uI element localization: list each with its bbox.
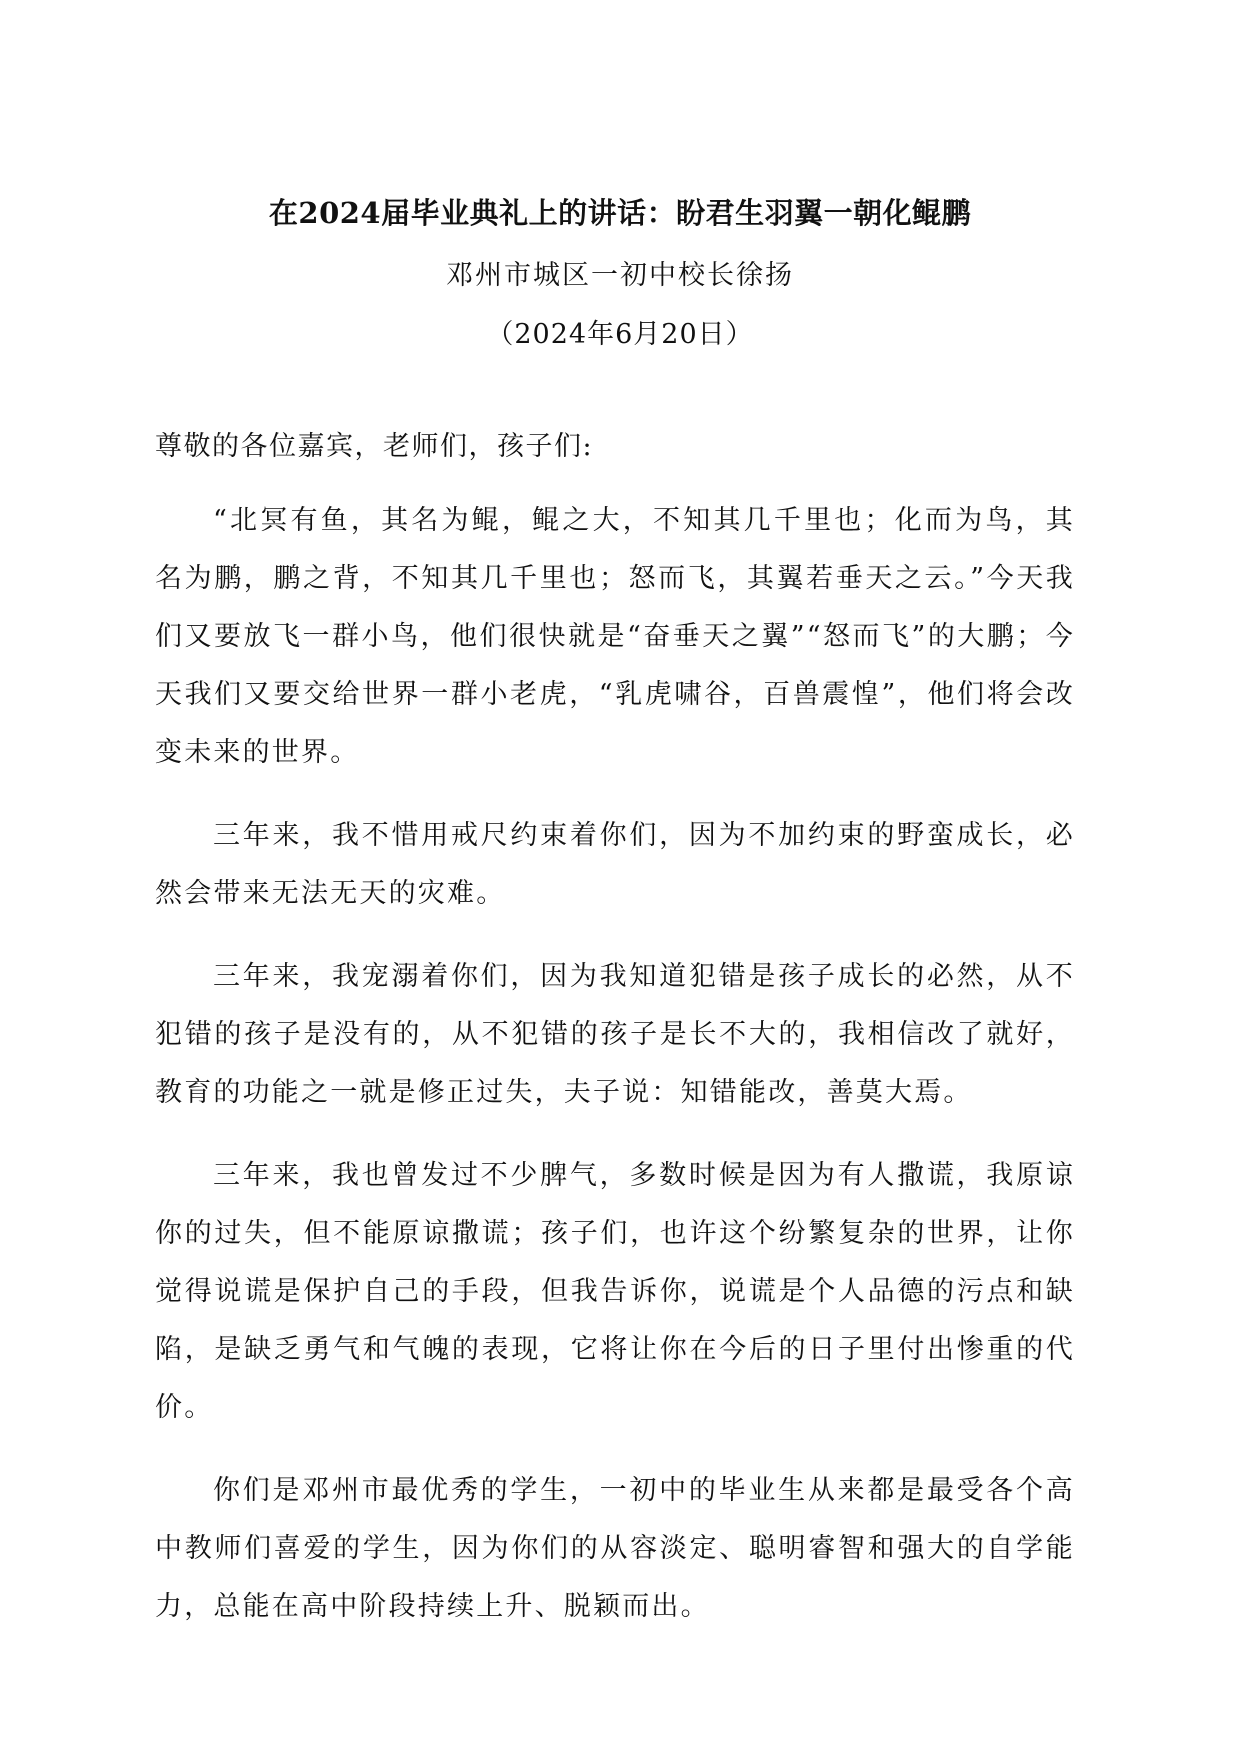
salutation: 尊敬的各位嘉宾，老师们，孩子们:	[155, 431, 594, 462]
document-date: （2024年6月20日）	[486, 319, 754, 350]
document-title: 在2024届毕业典礼上的讲话：盼君生羽翼一朝化鲲鹏	[268, 196, 972, 230]
paragraph-1: “北冥有鱼，其名为鲲，鲲之大，不知其几千里也；化而为鸟，其名为鹏，鹏之背，不知其几千里也；怒而飞，其翼若垂天之云。”今天我们又要放飞一群小鸟，他们很快就是“奋垂天之翼”“怒而飞”的大鹏；今天我们又要交给世界一群小老虎，“乳虎啸谷，百兽震惶”，他们将会改变未来的世界。	[155, 505, 1075, 768]
paragraph-2: 三年来，我不惜用戒尺约束着你们，因为不加约束的野蛮成长，必然会带来无法无天的灾难。	[155, 820, 1075, 909]
document-body	[155, 427, 1075, 1661]
document-author: 邓州市城区一初中校长徐扬	[446, 260, 794, 291]
paragraph-4: 三年来，我也曾发过不少脾气，多数时候是因为有人撒谎，我原谅你的过失，但不能原谅撒谎；孩子们，也许这个纷繁复杂的世界，让你觉得说谎是保护自己的手段，但我告诉你，说谎是个人品德的污点和缺陷，是缺乏勇气和气魄的表现，它将让你在今后的日子里付出惨重的代价。	[155, 1160, 1075, 1423]
paragraph-5: 你们是邓州市最优秀的学生，一初中的毕业生从来都是最受各个高中教师们喜爱的学生，因为你们的从容淡定、聪明睿智和强大的自学能力，总能在高中阶段持续上升、脱颖而出。	[155, 1475, 1075, 1622]
paragraph-3: 三年来，我宠溺着你们，因为我知道犯错是孩子成长的必然，从不犯错的孩子是没有的，从不犯错的孩子是长不大的，我相信改了就好，教育的功能之一就是修正过失，夫子说：知错能改，善莫大焉。	[155, 961, 1075, 1108]
